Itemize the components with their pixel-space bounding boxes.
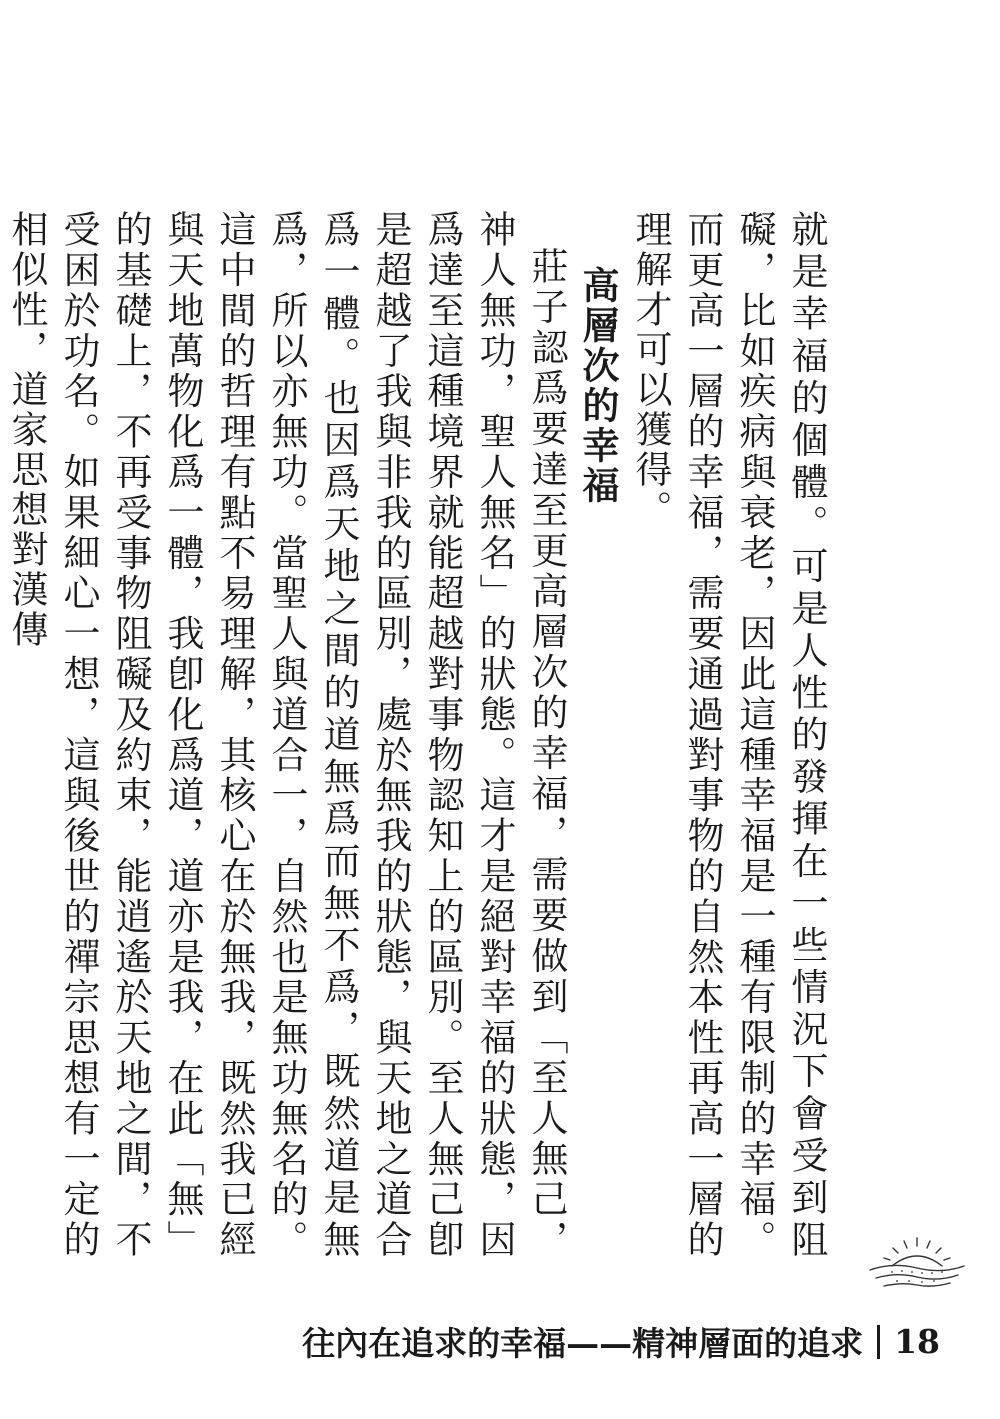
paragraph-1: 就是幸福的個體。可是人性的發揮在一些情況下會受到阻礙，比如疾病與衰老，因此這種幸福是一種有限制的幸福。而更高一層的幸福，需要通過對事物的自然本性再高一層的理解才可以獲得。 (629, 210, 828, 1260)
section-heading: 高層次的幸福 (576, 265, 620, 506)
sun-over-waves-icon (862, 1232, 972, 1302)
chapter-title: 往內在追求的幸福——精神層面的追求 (302, 1324, 864, 1363)
page-number: 18 (894, 1322, 940, 1361)
footer-divider (877, 1325, 880, 1359)
paragraph-2: 莊子認爲要達至更高層次的幸福，需要做到「至人無己，神人無功，聖人無名」的狀態。這才是絕對幸福的狀態，因爲達至這種境界就能超越對事物認知上的區別。至人無己卽是超越了我與非我的區別，處於無我的狀態，與天地之道合爲一體。也因爲天地之間的道無爲而無不爲，既然道是無爲，所以亦無功。當聖人與道合一，自然也是無功無名的。這中間的哲理有點不易理解，其核心在於無我，既然我已經與天地萬物化爲一體，我卽化爲道，道亦是我，在此「無」的基礎上，不再受事物阻礙及約束，能逍遙於天地之間，不受困於功名。如果細心一想，這與後世的禪宗思想有一定的相似性，道家思想對漢傳 (5, 210, 568, 1260)
body-text (0, 210, 832, 1260)
running-footer (302, 1318, 940, 1365)
